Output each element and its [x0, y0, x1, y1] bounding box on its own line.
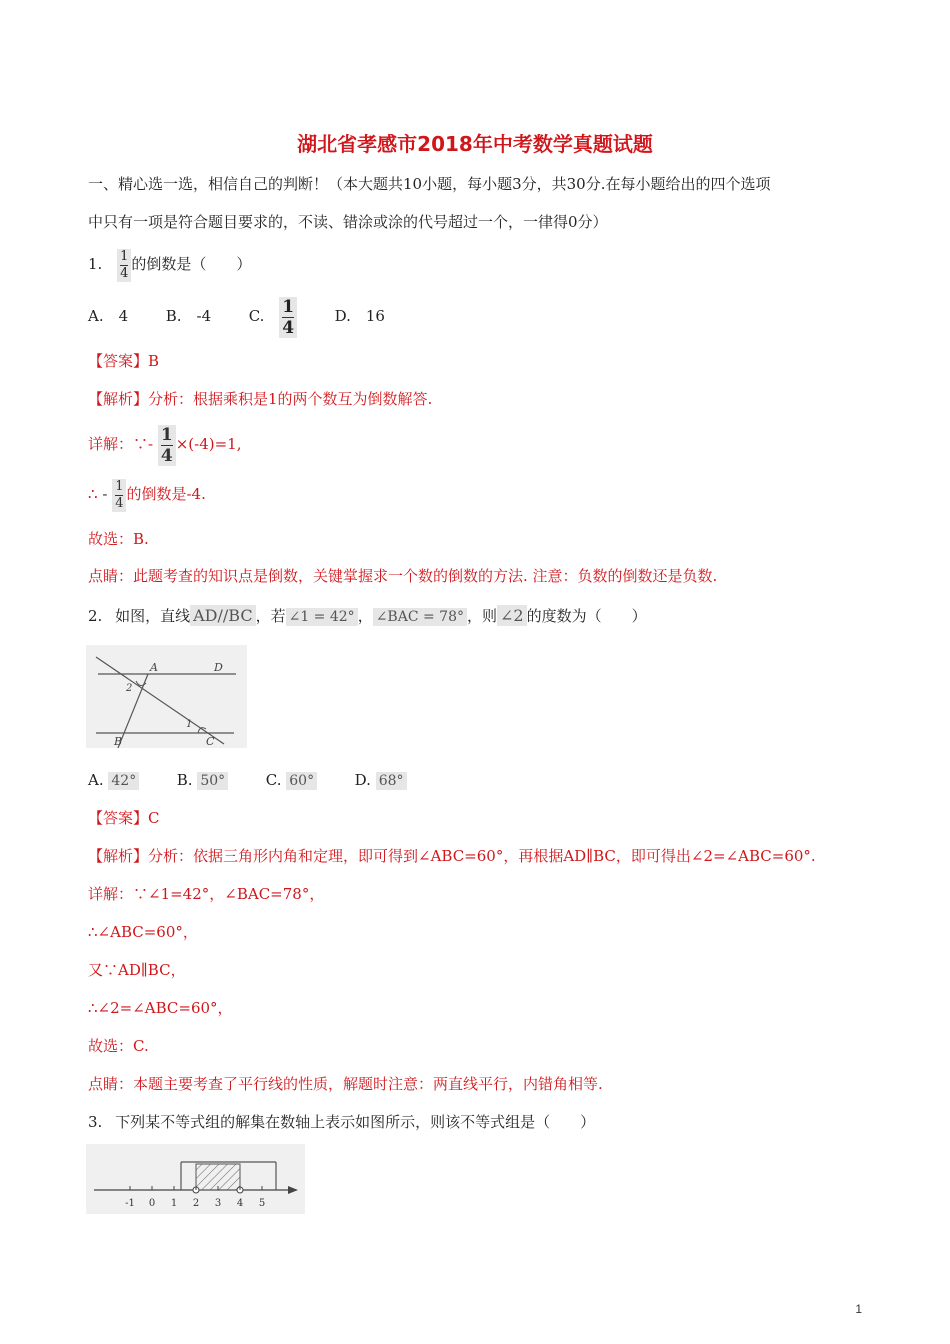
figure-number-line [86, 1144, 305, 1214]
question-number: 3. [88, 1113, 103, 1131]
fraction-numerator: 1 [282, 296, 295, 317]
label-angle-1: 1 [186, 719, 193, 730]
number-line-label: 3 [214, 1198, 222, 1209]
choose-2: 故选：C. [88, 1037, 149, 1055]
fraction-numerator: 1 [120, 248, 129, 264]
question-stem-text: 如图，直线 [115, 607, 191, 625]
section-intro-line1: 一、精心选一选，相信自己的判断！（本大题共10小题，每小题3分，共30分.在每小题给出的四个选项 [88, 175, 771, 193]
number-line-label: 1 [170, 1198, 178, 1209]
section-intro-line2: 中只有一项是符合题目要求的，不读、错涂或涂的代号超过一个，一律得0分） [88, 213, 608, 231]
number-line-label: 4 [236, 1198, 244, 1209]
fraction-denominator: 4 [282, 317, 295, 338]
question-number: 2. [88, 607, 103, 625]
page-title: 湖北省孝感市2018年中考数学真题试题 [297, 132, 653, 156]
therefore-1 [88, 472, 206, 516]
detail-prefix: 详解：∵ [88, 435, 149, 453]
option-d-value: 68° [376, 772, 407, 790]
number-line-label: -1 [125, 1198, 135, 1209]
detail-tail: ×(-4)=1, [175, 435, 242, 453]
comment-1: 点睛：此题考查的知识点是倒数，关键掌握求一个数的倒数的方法. 注意：负数的倒数还是负数. [88, 567, 718, 585]
option-a: A. [88, 771, 104, 789]
minus-sign: - [102, 485, 108, 503]
figure-parallel-lines-triangle [86, 645, 247, 748]
label-c: C [206, 735, 215, 748]
question-1-options [88, 296, 385, 338]
formula-angle-1: ∠1 = 42° [286, 608, 358, 626]
option-b: B. -4 [165, 307, 212, 325]
question-3-stem [88, 1112, 595, 1132]
answer-2: 【答案】C [88, 809, 160, 827]
option-c-fraction [279, 297, 297, 338]
option-c-value: 60° [286, 772, 317, 790]
fraction-denominator: 4 [115, 495, 124, 511]
fraction-denominator: 4 [160, 445, 173, 466]
fraction-numerator: 1 [115, 478, 124, 494]
choose-1: 故选：B. [88, 530, 149, 548]
question-stem-text: 的倒数是（ ） [131, 255, 252, 273]
option-b-value: 50° [197, 772, 228, 790]
option-c: C. [265, 771, 282, 789]
option-c: C. [248, 307, 265, 325]
option-d: D. 16 [334, 307, 385, 325]
number-line-label: 2 [192, 1198, 200, 1209]
detail-1 [88, 422, 241, 466]
formula-angle-2: ∠2 [497, 605, 527, 626]
question-stem-text: ，则 [467, 607, 498, 625]
fraction-numerator: 1 [160, 424, 173, 445]
question-2-stem [88, 604, 647, 629]
question-stem-text: ，若 [255, 607, 286, 625]
option-b: B. [176, 771, 193, 789]
detail-2-line3: 又∵AD∥BC， [88, 961, 186, 979]
formula-ad-parallel-bc: AD//BC [190, 605, 255, 626]
therefore-symbol: ∴ [88, 485, 98, 503]
label-a: A [150, 661, 158, 674]
comment-2: 点睛：本题主要考查了平行线的性质，解题时注意：两直线平行，内错角相等. [88, 1075, 603, 1093]
question-1-stem [88, 246, 251, 282]
question-stem-text: 的度数为（ ） [526, 607, 647, 625]
answer-1: 【答案】B [88, 352, 160, 370]
question-stem-text: ， [357, 607, 373, 625]
question-stem-text: 下列某不等式组的解集在数轴上表示如图所示，则该不等式组是（ ） [115, 1113, 596, 1131]
page-number: 1 [855, 1302, 862, 1316]
question-2-options [88, 768, 407, 793]
fraction-neg-quarter [117, 249, 131, 282]
option-a: A. 4 [88, 307, 129, 325]
question-number: 1. [88, 255, 103, 273]
detail-2-line2: ∴∠ABC=60°， [88, 923, 198, 941]
number-line-diagram [86, 1144, 305, 1214]
option-a-value: 42° [108, 772, 139, 790]
number-line-label: 5 [258, 1198, 266, 1209]
fraction-denominator: 4 [120, 265, 129, 281]
label-b: B [114, 735, 123, 748]
formula-angle-bac: ∠BAC = 78° [373, 608, 467, 626]
detail-2-line4: ∴∠2=∠ABC=60°， [88, 999, 233, 1017]
geometry-figure [86, 645, 247, 748]
option-d: D. [354, 771, 371, 789]
analysis-2: 【解析】分析：依据三角形内角和定理，即可得到∠ABC=60°，再根据AD∥BC，即可得出∠2=∠ABC=60°. [88, 847, 816, 865]
detail-2-line1: 详解：∵∠1=42°，∠BAC=78°， [88, 885, 325, 903]
analysis-1: 【解析】分析：根据乘积是1的两个数互为倒数解答. [88, 390, 433, 408]
therefore-fraction [112, 479, 126, 512]
label-d: D [214, 661, 223, 674]
minus-sign: - [148, 435, 154, 453]
therefore-tail: 的倒数是-4. [126, 485, 206, 503]
label-angle-2: 2 [126, 683, 133, 694]
detail-fraction [158, 425, 176, 466]
number-line-label: 0 [148, 1198, 156, 1209]
